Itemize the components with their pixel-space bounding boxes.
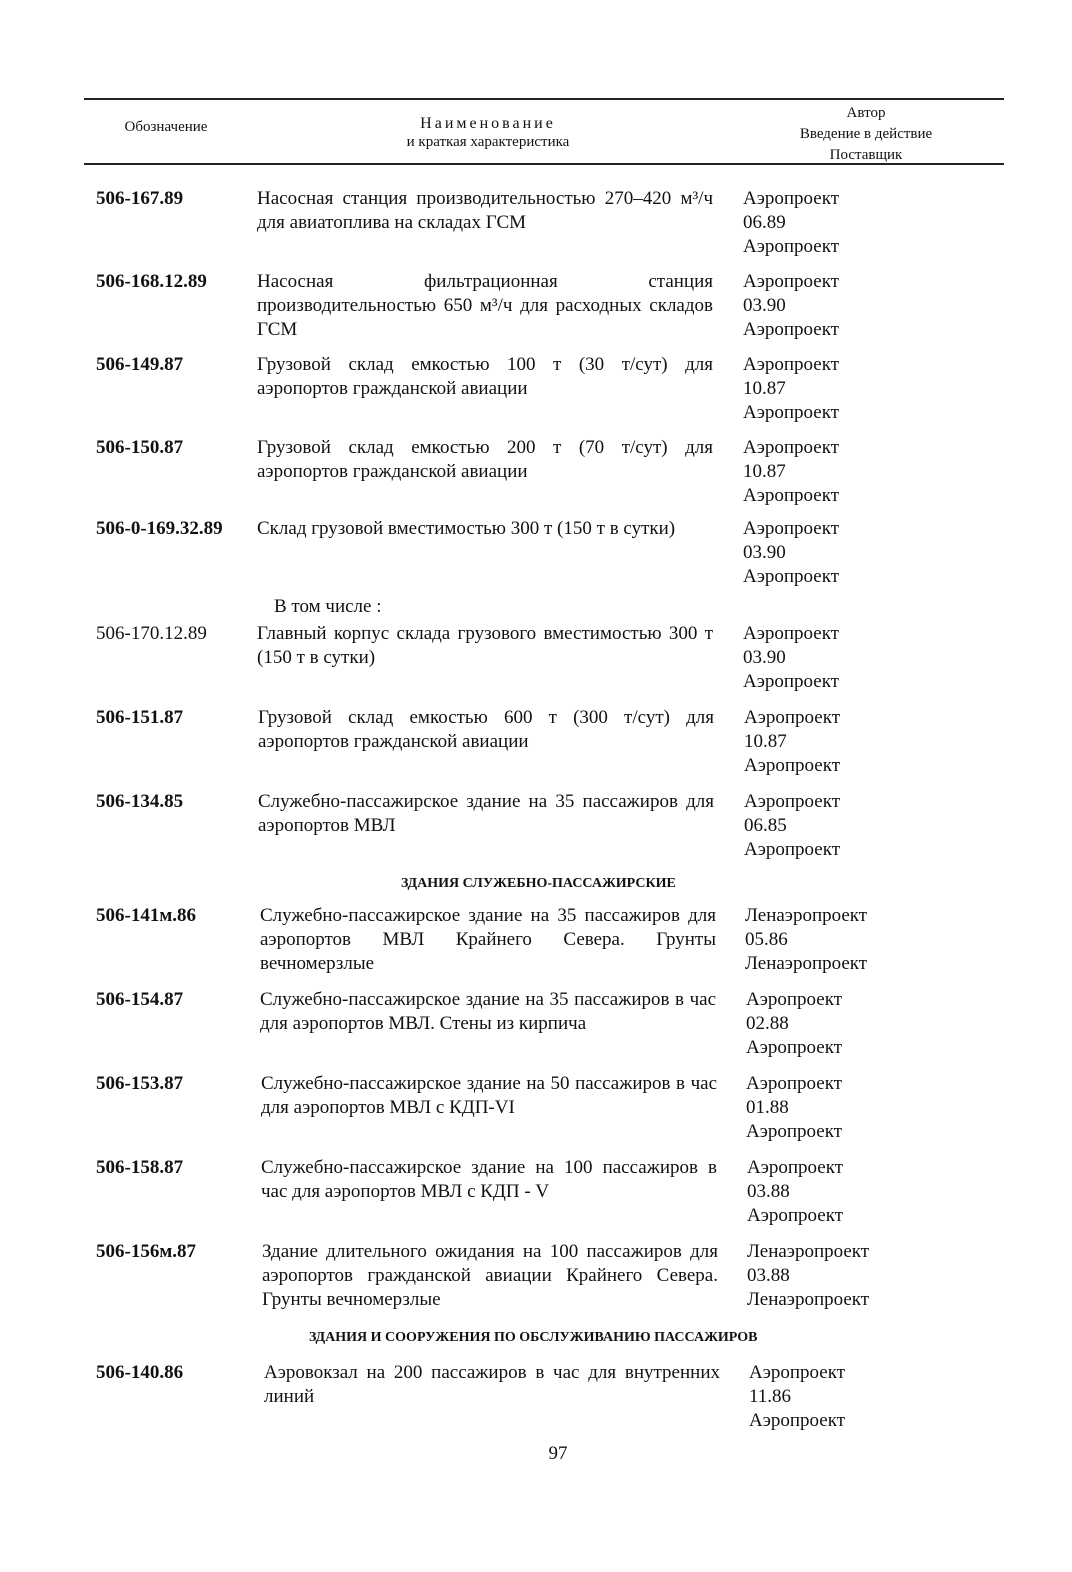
row-supplier: Аэропроект: [749, 1410, 845, 1431]
row-code: 506-151.87: [96, 707, 184, 728]
row-supplier: Ленаэропроект: [747, 1289, 870, 1310]
row-date: 10.87: [743, 461, 786, 482]
row-code: 506-134.85: [96, 791, 184, 812]
row-supplier: Ленаэропроект: [745, 953, 868, 974]
row-supplier: Аэропроект: [743, 319, 839, 340]
column-header-author: [728, 103, 1004, 166]
row-date: 06.85: [744, 815, 787, 836]
row-author: Аэропроект: [743, 271, 839, 292]
row-author: Аэропроект: [747, 1157, 843, 1178]
row-code: 506-156м.87: [96, 1241, 197, 1262]
row-code: 506-153.87: [96, 1073, 184, 1094]
row-author-block: [746, 1072, 842, 1144]
row-code: 506-170.12.89: [96, 623, 207, 644]
section-heading-passenger-service: ЗДАНИЯ И СООРУЖЕНИЯ ПО ОБСЛУЖИВАНИЮ ПАССАЖИРОВ: [309, 1330, 758, 1345]
row-description: Служебно-пассажирское здание на 35 пассажиров в час для аэропортов МВЛ. Стены из кирпича: [260, 989, 716, 1034]
row-supplier: Аэропроект: [743, 566, 839, 587]
row-date: 06.89: [743, 212, 786, 233]
section-heading-service-passenger: ЗДАНИЯ СЛУЖЕБНО-ПАССАЖИРСКИЕ: [401, 876, 676, 891]
page-number: 97: [548, 1443, 568, 1464]
row-author: Аэропроект: [746, 1073, 842, 1094]
row-author: Аэропроект: [743, 518, 839, 539]
row-code: 506-154.87: [96, 989, 184, 1010]
row-author-block: [745, 904, 867, 976]
row-date: 11.86: [749, 1386, 792, 1407]
column-header-code: Обозначение: [124, 119, 208, 135]
row-date: 03.90: [743, 542, 786, 563]
row-description: Склад грузовой вместимостью 300 т (150 т в сутки): [257, 518, 676, 539]
row-author-block: [744, 790, 840, 862]
row-author: Аэропроект: [746, 989, 842, 1010]
row-supplier: Аэропроект: [743, 236, 839, 257]
row-author-block: [746, 988, 842, 1060]
row-date: 03.88: [747, 1181, 790, 1202]
row-description: Грузовой склад емкостью 600 т (300 т/сут) для аэропортов гражданской авиации: [258, 707, 714, 752]
column-header-date-label: Введение в действие: [799, 126, 933, 142]
row-date: 10.87: [744, 731, 787, 752]
row-supplier: Аэропроект: [743, 485, 839, 506]
row-date: 02.88: [746, 1013, 789, 1034]
row-description: Грузовой склад емкостью 100 т (30 т/сут) для аэропортов гражданской авиации: [257, 354, 713, 399]
column-header-supplier-label: Поставщик: [829, 147, 903, 163]
row-supplier: Аэропроект: [746, 1037, 842, 1058]
row-author: Аэропроект: [743, 437, 839, 458]
row-author-block: [747, 1156, 843, 1228]
row-code: 506-150.87: [96, 437, 184, 458]
row-author-block: [747, 1240, 869, 1312]
row-author: Аэропроект: [744, 791, 840, 812]
row-description: Насосная фильтрационная станция производительностью 650 м³/ч для расходных складов ГСМ: [257, 271, 713, 340]
row-date: 03.90: [743, 647, 786, 668]
row-description: Служебно-пассажирское здание на 50 пассажиров в час для аэропортов МВЛ с КДП-VI: [261, 1073, 717, 1118]
row-author-block: [749, 1361, 845, 1433]
row-author: Ленаэропроект: [747, 1241, 870, 1262]
row-author-block: [744, 706, 840, 778]
row-description: Главный корпус склада грузового вместимостью 300 т (150 т в сутки): [257, 623, 713, 668]
row-date: 10.87: [743, 378, 786, 399]
row-description: Здание длительного ожидания на 100 пассажиров для аэропортов гражданской авиации Крайнего Севера. Грунты вечномерзлые: [262, 1241, 718, 1310]
row-code: 506-141м.86: [96, 905, 197, 926]
row-author: Аэропроект: [744, 707, 840, 728]
row-supplier: Аэропроект: [746, 1121, 842, 1142]
column-header-name-title: Наименование: [420, 115, 556, 132]
row-supplier: Аэропроект: [743, 671, 839, 692]
row-code: 506-158.87: [96, 1157, 184, 1178]
column-header-name: [248, 114, 728, 152]
row-code: 506-140.86: [96, 1362, 184, 1383]
row-description: Служебно-пассажирское здание на 100 пассажиров в час для аэропортов МВЛ с КДП - V: [261, 1157, 717, 1202]
row-author-block: [743, 517, 839, 589]
row-supplier: Аэропроект: [744, 839, 840, 860]
row-author-block: [743, 436, 839, 508]
row-date: 03.90: [743, 295, 786, 316]
row-code: 506-149.87: [96, 354, 184, 375]
column-header-name-subtitle: и краткая характеристика: [406, 134, 570, 150]
row-author-block: [743, 622, 839, 694]
row-code: 506-168.12.89: [96, 271, 207, 292]
row-author: Аэропроект: [743, 623, 839, 644]
row-description: Грузовой склад емкостью 200 т (70 т/сут) для аэропортов гражданской авиации: [257, 437, 713, 482]
row-supplier: Аэропроект: [747, 1205, 843, 1226]
row-code: 506-0-169.32.89: [96, 518, 223, 539]
row-supplier: Аэропроект: [744, 755, 840, 776]
row-description: Насосная станция производительностью 270–420 м³/ч для авиатоплива на складах ГСМ: [257, 188, 713, 233]
including-note: В том числе :: [274, 596, 382, 617]
row-author: Аэропроект: [749, 1362, 845, 1383]
row-date: 05.86: [745, 929, 788, 950]
row-author-block: [743, 270, 839, 342]
table-top-rule: [84, 98, 1004, 100]
row-code: 506-167.89: [96, 188, 184, 209]
row-author: Ленаэропроект: [745, 905, 868, 926]
row-description: Служебно-пассажирское здание на 35 пассажиров для аэропортов МВЛ Крайнего Севера. Грунты вечномерзлые: [260, 905, 716, 974]
row-description: Служебно-пассажирское здание на 35 пассажиров для аэропортов МВЛ: [258, 791, 714, 836]
row-date: 01.88: [746, 1097, 789, 1118]
row-supplier: Аэропроект: [743, 402, 839, 423]
row-author-block: [743, 353, 839, 425]
row-author-block: [743, 187, 839, 259]
column-header-author-label: Автор: [846, 105, 886, 121]
row-author: Аэропроект: [743, 354, 839, 375]
row-author: Аэропроект: [743, 188, 839, 209]
row-description: Аэровокзал на 200 пассажиров в час для внутренних линий: [264, 1362, 720, 1407]
row-date: 03.88: [747, 1265, 790, 1286]
table-header-rule: [84, 163, 1004, 165]
